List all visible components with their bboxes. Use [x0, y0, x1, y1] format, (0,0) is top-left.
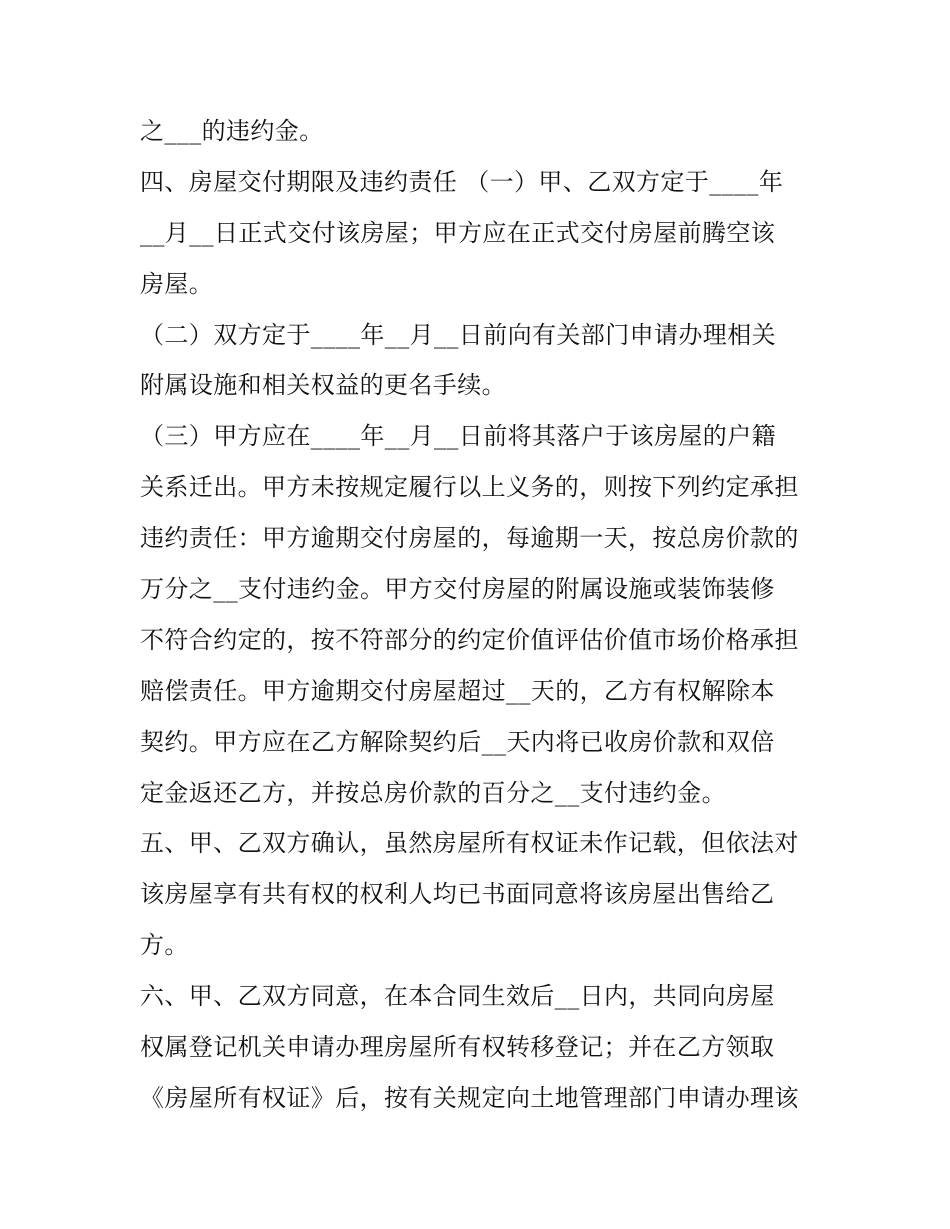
text-line: 方。 — [140, 931, 189, 960]
text-line: （二）双方定于____年__月__日前向有关部门申请办理相关 — [140, 320, 776, 349]
text-line: 五、甲、乙双方确认，虽然房屋所有权证未作记载，但依法对 — [140, 829, 799, 858]
text-line: 附属设施和相关权益的更名手续。 — [140, 371, 506, 400]
text-line: 违约责任：甲方逾期交付房屋的，每逾期一天，按总房价款的 — [140, 524, 799, 553]
contract-text — [140, 106, 830, 1124]
text-line: 之___的违约金。 — [140, 117, 324, 145]
text-line: 赔偿责任。甲方逾期交付房屋超过__天的，乙方有权解除本 — [140, 676, 775, 705]
text-line: 定金返还乙方，并按总房价款的百分之__支付违约金。 — [140, 778, 726, 807]
text-line: 房屋。 — [140, 269, 214, 298]
text-line: 契约。甲方应在乙方解除契约后__天内将已收房价款和双倍 — [140, 727, 775, 756]
text-line: 六、甲、乙双方同意，在本合同生效后__日内，共同向房屋 — [140, 982, 775, 1011]
text-line: （三）甲方应在____年__月__日前将其落户于该房屋的户籍 — [140, 422, 776, 451]
text-line: 四、房屋交付期限及违约责任 （一）甲、乙双方定于____年 — [140, 167, 784, 196]
text-line: 权属登记机关申请办理房屋所有权转移登记；并在乙方领取 — [140, 1033, 775, 1062]
text-line: 不符合约定的，按不符部分的约定价值评估价值市场价格承担 — [140, 625, 799, 654]
text-line: 该房屋享有共有权的权利人均已书面同意将该房屋出售给乙 — [140, 880, 775, 909]
text-line: 万分之__支付违约金。甲方交付房屋的附属设施或装饰装修 — [140, 575, 775, 604]
text-line: 《房屋所有权证》后，按有关规定向土地管理部门申请办理该 — [140, 1083, 799, 1112]
text-line: __月__日正式交付该房屋；甲方应在正式交付房屋前腾空该 — [140, 218, 776, 247]
text-line: 关系迁出。甲方未按规定履行以上义务的，则按下列约定承担 — [140, 473, 799, 502]
